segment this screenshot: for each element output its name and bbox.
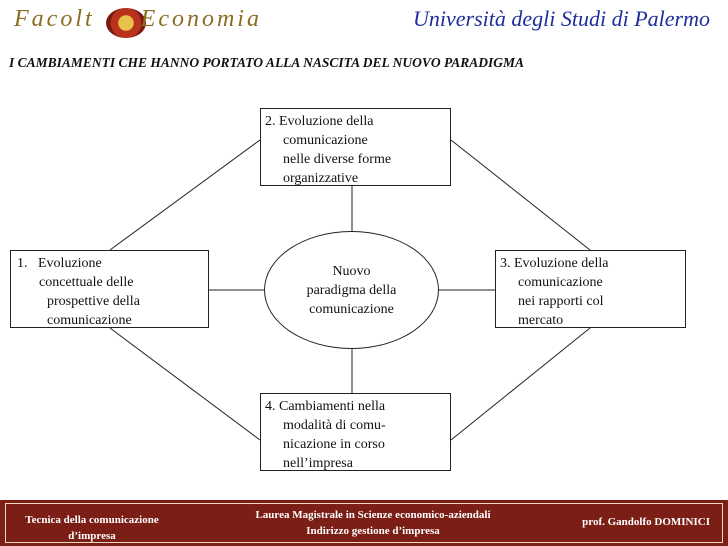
box3-line3: nei rapporti col — [518, 294, 604, 309]
box2-line3: nelle diverse forme — [283, 152, 392, 167]
center-line2: paradigma della — [306, 282, 397, 298]
box-evoluzione-organizzative — [260, 108, 451, 186]
box4-line4: nell’impresa — [283, 456, 353, 471]
box2-line4: organizzative — [283, 171, 359, 186]
box1-number: 1. — [17, 256, 28, 271]
box-evoluzione-concettuale — [10, 250, 209, 328]
box4-line1: 4. Cambiamenti nella — [265, 399, 386, 414]
footer-course — [12, 512, 172, 544]
box1-line1: Evoluzione — [38, 256, 102, 271]
center-line1: Nuovo — [332, 263, 371, 279]
box2-line1: 2. Evoluzione della — [265, 114, 374, 129]
slide-title: I CAMBIAMENTI CHE HANNO PORTATO ALLA NASCITA DEL NUOVO PARADIGMA — [9, 55, 524, 70]
box3-line1: 3. Evoluzione della — [500, 256, 609, 271]
faculty-logo-part1: Facolt — [14, 6, 95, 32]
footer-course-line2: d’impresa — [68, 530, 116, 542]
center-line3: comunicazione — [309, 301, 394, 317]
connector-box1-box2 — [110, 140, 260, 250]
box3-line2: comunicazione — [518, 275, 603, 290]
footer-bar — [0, 500, 728, 546]
box4-line2: modalità di comu- — [283, 418, 386, 433]
footer-degree-line1: Laurea Magistrale in Scienze economico-aziendali — [255, 509, 491, 521]
connector-box4-box1 — [110, 328, 260, 440]
box-cambiamenti-impresa — [260, 393, 451, 471]
faculty-logo-part2: Economia — [140, 6, 262, 32]
box1-line2: concettuale delle — [39, 275, 134, 290]
box-evoluzione-mercato — [495, 250, 686, 328]
box4-line3: nicazione in corso — [283, 437, 385, 452]
connector-box3-box4 — [451, 328, 590, 440]
footer-course-line1: Tecnica della comunicazione — [25, 514, 159, 526]
connector-box2-box3 — [451, 140, 590, 250]
box3-line4: mercato — [518, 313, 564, 328]
box1-line3: prospettive della — [47, 294, 140, 309]
university-name: Università degli Studi di Palermo — [413, 6, 710, 31]
footer-degree — [228, 507, 518, 539]
footer-degree-line2: Indirizzo gestione d’impresa — [306, 525, 440, 537]
box1-line4: comunicazione — [47, 313, 132, 328]
center-ellipse-nuovo-paradigma — [264, 231, 439, 349]
footer-professor: prof. Gandolfo DOMINICI — [582, 516, 710, 528]
box2-line2: comunicazione — [283, 133, 368, 148]
